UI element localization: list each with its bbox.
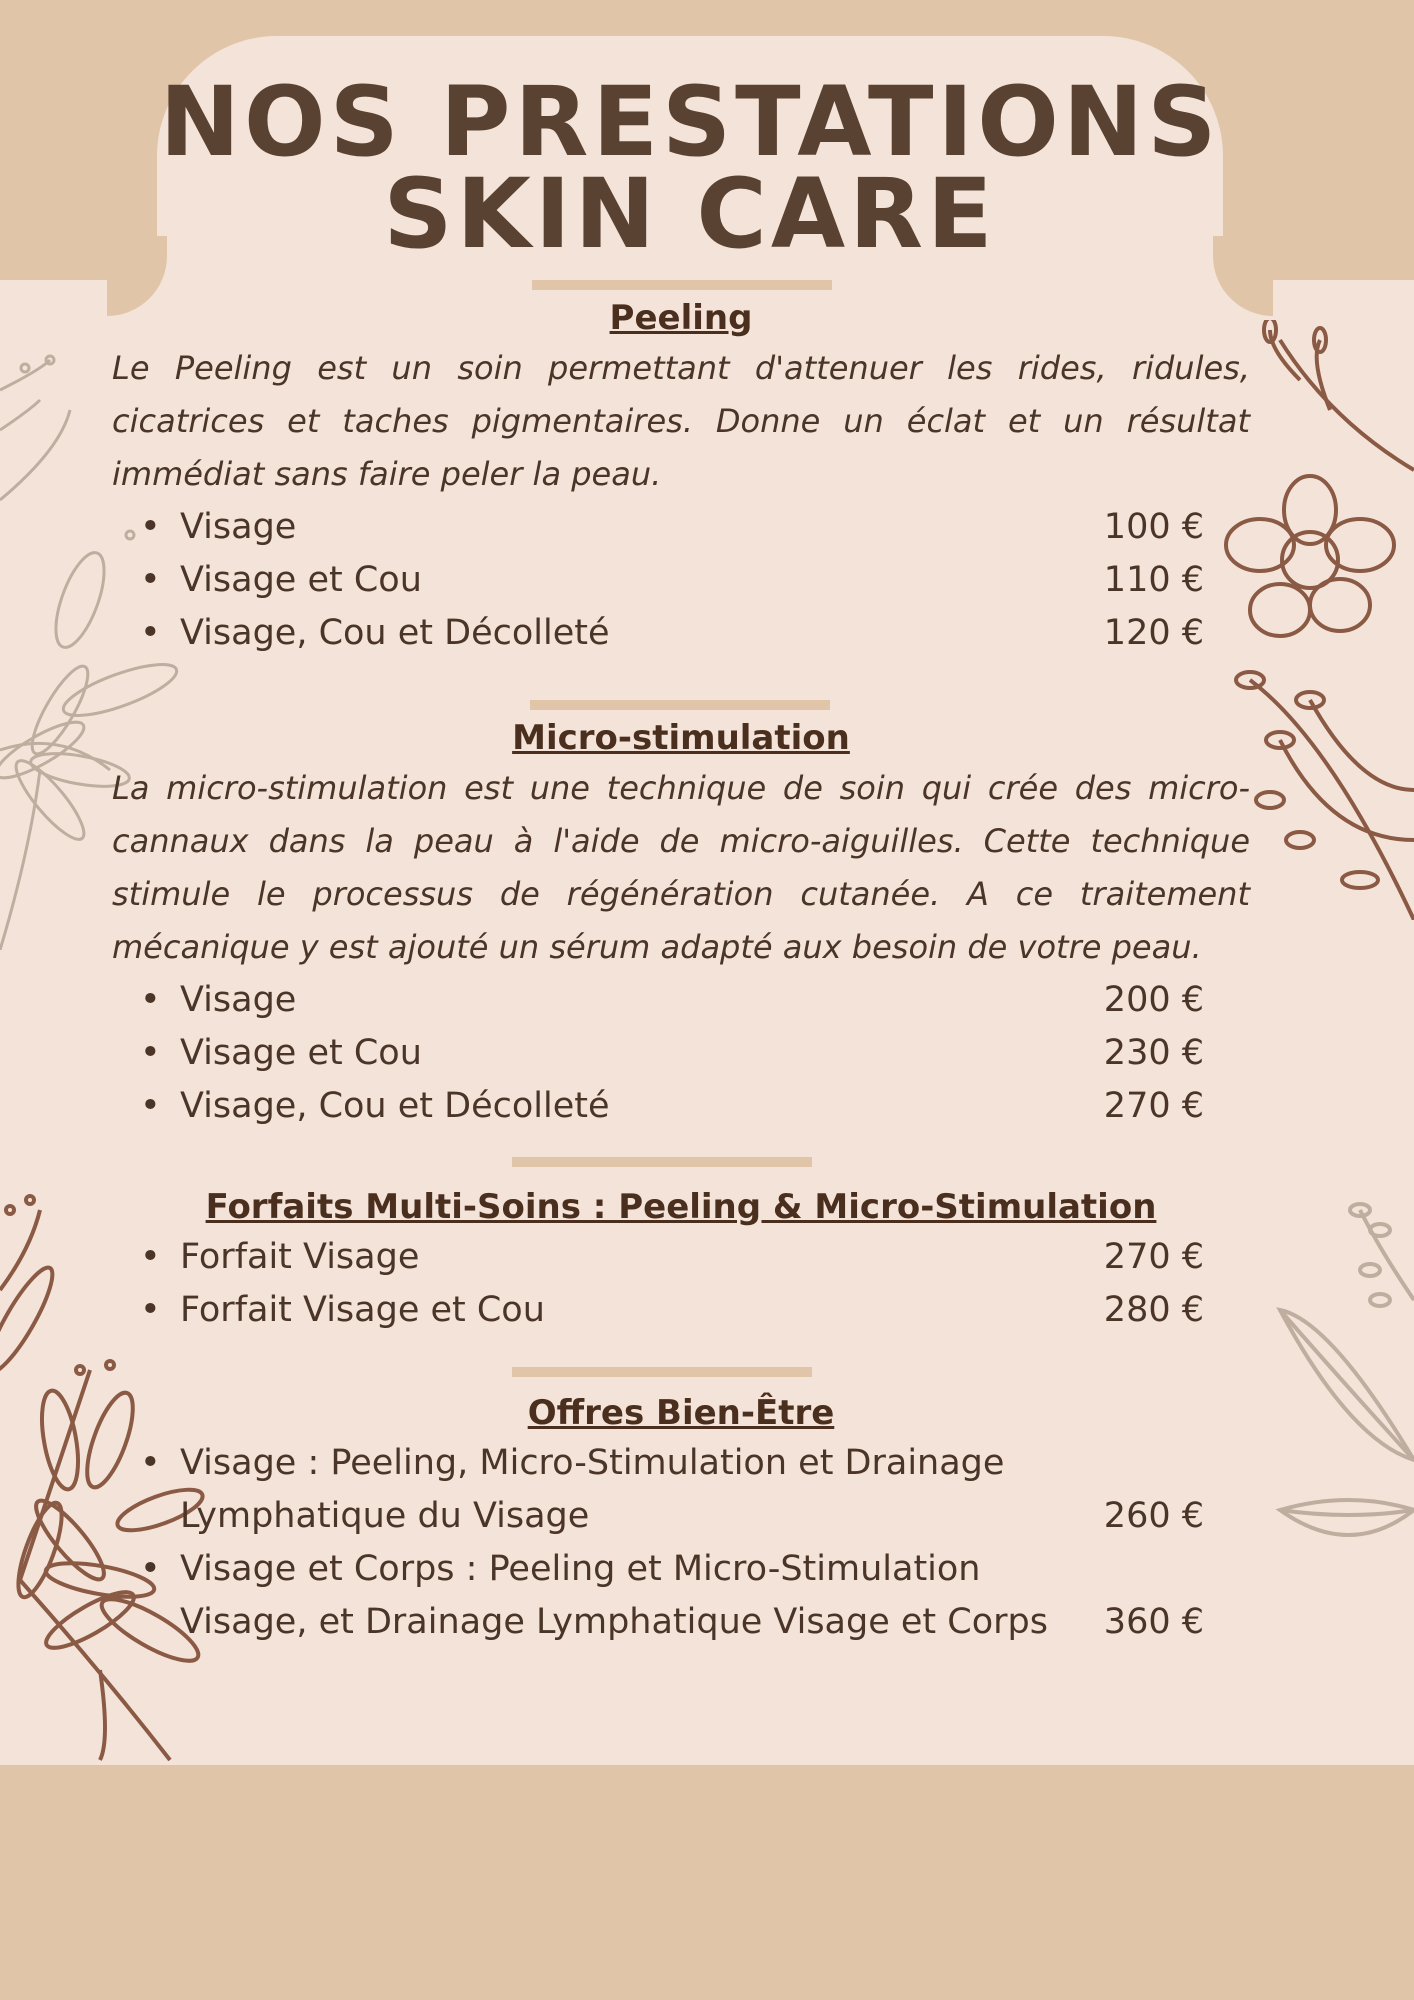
- section-title-forfaits: Forfaits Multi-Soins : Peeling & Micro-Stimulation: [205, 1187, 1157, 1227]
- item-price: 260 €: [1103, 1496, 1204, 1536]
- item-label: Visage et Corps : Peeling et Micro-Stimulation Visage, et Drainage Lymphatique Visage et Corps: [180, 1549, 1048, 1642]
- list-item: [112, 1027, 1250, 1080]
- page-title-line1: NOS PRESTATIONS: [159, 66, 1221, 178]
- section-divider: [512, 1367, 812, 1377]
- list-item: [112, 1231, 1250, 1284]
- item-price: 200 €: [1103, 980, 1204, 1020]
- item-label: Forfait Visage et Cou: [180, 1290, 545, 1330]
- item-price: 120 €: [1103, 613, 1204, 653]
- item-label: Visage, Cou et Décolleté: [180, 1086, 610, 1126]
- item-price: 230 €: [1103, 1033, 1204, 1073]
- item-label: Visage et Cou: [180, 1033, 422, 1073]
- list-item: [112, 1284, 1250, 1337]
- item-price: 360 €: [1103, 1602, 1204, 1642]
- section-divider: [512, 1157, 812, 1167]
- section-description-peeling: Le Peeling est un soin permettant d'attenuer les rides, ridules, cicatrices et taches pigmentaires. Donne un éclat et un résultat immédiat sans faire peler la peau.: [112, 349, 1250, 493]
- item-price: 270 €: [1103, 1086, 1204, 1126]
- item-price: 100 €: [1103, 507, 1204, 547]
- section-title-offres: Offres Bien-Être: [527, 1393, 835, 1433]
- item-label: Visage : Peeling, Micro-Stimulation et Drainage Lymphatique du Visage: [180, 1443, 1005, 1536]
- list-item: [112, 1543, 1250, 1649]
- list-item: [112, 501, 1250, 554]
- price-list-peeling: [112, 501, 1250, 660]
- price-list-offres: [112, 1437, 1250, 1649]
- price-list-forfaits: [112, 1231, 1250, 1337]
- item-label: Forfait Visage: [180, 1237, 420, 1277]
- list-item: [112, 607, 1250, 660]
- list-item: [112, 1080, 1250, 1133]
- item-label: Visage: [180, 980, 297, 1020]
- section-divider: [532, 280, 832, 290]
- leaf-ornament-right-icon: [1270, 1190, 1414, 1590]
- price-list-micro-stimulation: [112, 974, 1250, 1133]
- services-content: [112, 280, 1250, 1649]
- page-title-line2: SKIN CARE: [383, 158, 997, 270]
- list-item: [112, 1437, 1250, 1543]
- section-divider: [530, 700, 830, 710]
- section-title-peeling: Peeling: [609, 298, 753, 338]
- item-label: Visage: [180, 507, 297, 547]
- section-description-micro-stimulation: La micro-stimulation est une technique de soin qui crée des micro-cannaux dans la peau à l'aide de micro-aiguilles. Cette technique stimule le processus de régénération cutanée. A ce traitement mécanique y est ajouté un sérum adapté aux besoin de votre peau.: [112, 769, 1250, 966]
- item-label: Visage et Cou: [180, 560, 422, 600]
- item-price: 280 €: [1103, 1290, 1204, 1330]
- list-item: [112, 974, 1250, 1027]
- section-title-micro-stimulation: Micro-stimulation: [512, 718, 850, 758]
- item-price: 270 €: [1103, 1237, 1204, 1277]
- item-price: 110 €: [1103, 560, 1204, 600]
- list-item: [112, 554, 1250, 607]
- item-label: Visage, Cou et Décolleté: [180, 613, 610, 653]
